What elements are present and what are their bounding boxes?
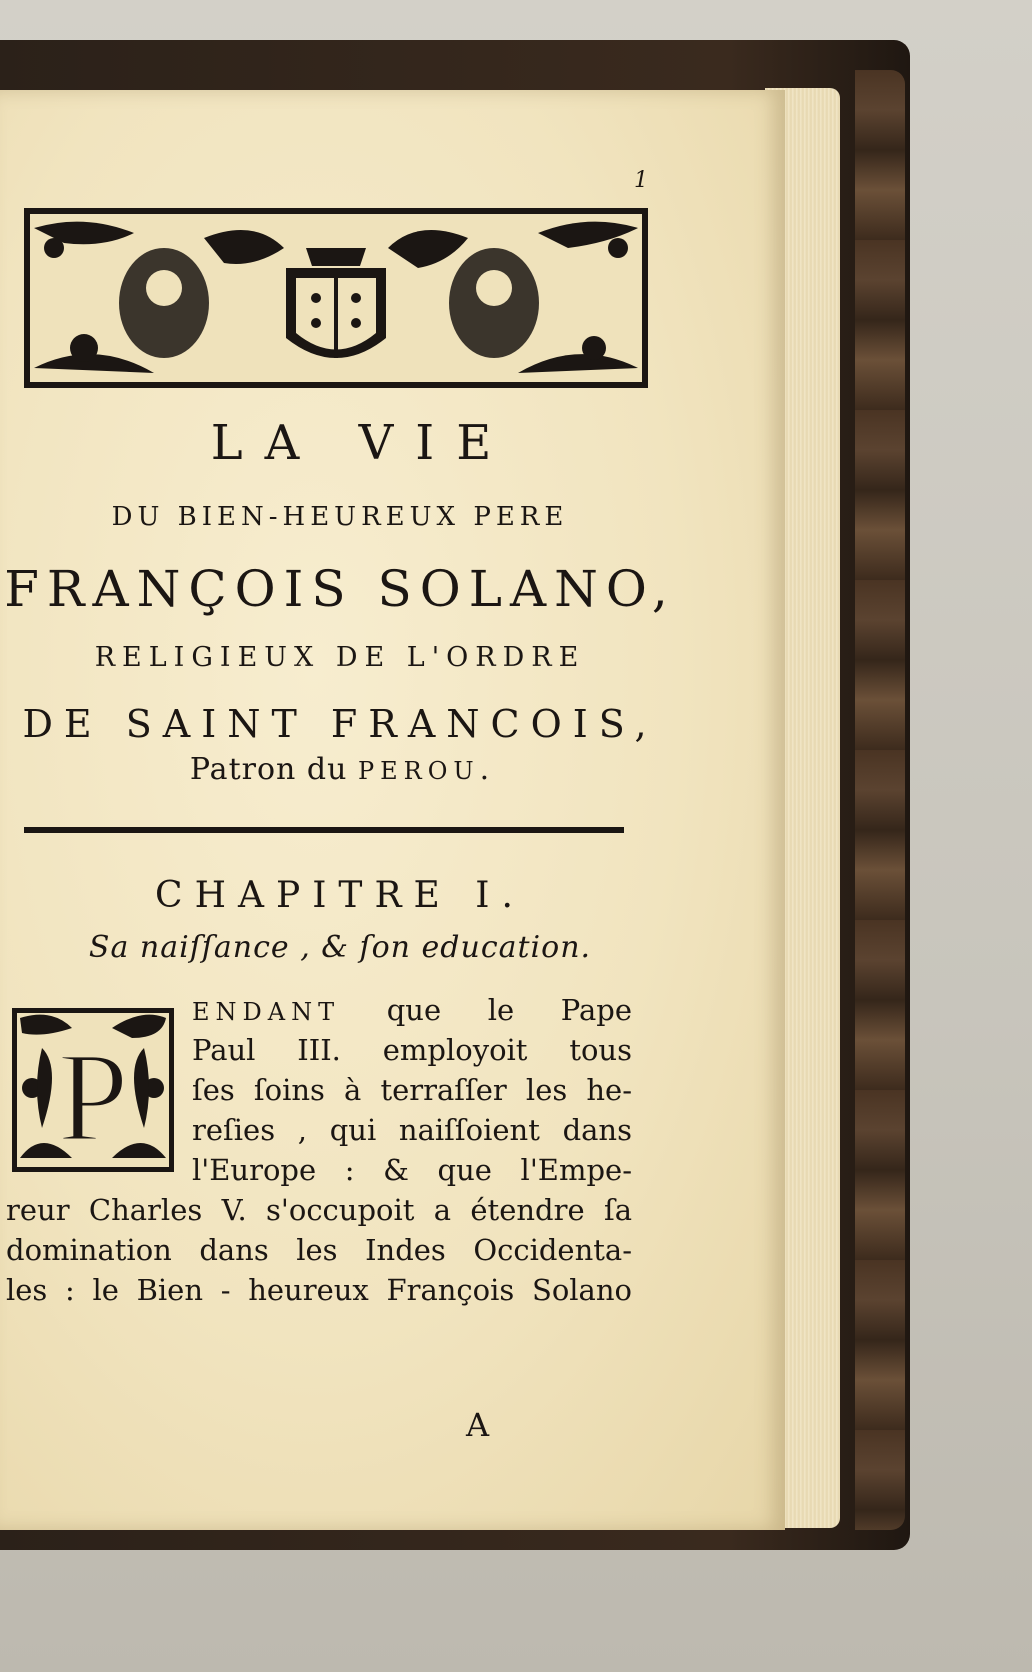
title-line-2: DU BIEN-HEUREUX PERE — [111, 502, 569, 532]
book-binding-edge — [855, 70, 905, 1530]
body-lead-word: ENDANT — [192, 998, 341, 1026]
title-patron-line — [0, 752, 680, 787]
title-la-vie: LA VIE — [210, 415, 514, 471]
divider-rule — [24, 827, 624, 833]
body-line-7: domination dans les Indes Occidenta- — [6, 1233, 632, 1267]
title-patron-suffix: . — [479, 752, 491, 787]
title-name: FRANÇOIS SOLANO, — [4, 560, 676, 618]
signature-mark: A — [466, 1406, 490, 1444]
page-number: 1 — [634, 168, 648, 193]
book-page — [0, 90, 785, 1530]
decorated-initial-icon — [12, 1008, 174, 1172]
title-line-4: RELIGIEUX DE L'ORDRE — [94, 642, 586, 673]
body-line-6: reur Charles V. s'occupoit a étendre ſa — [6, 1193, 632, 1227]
body-line-3: ſes ſoins à terraſſer les he- — [192, 1073, 632, 1107]
body-line-2: Paul III. employoit tous — [192, 1033, 632, 1067]
chapter-subtitle: Sa naiſſance , & ſon education. — [88, 930, 592, 965]
body-line-8: les : le Bien - heureux François Solano — [6, 1273, 632, 1307]
body-line-4: reſies , qui naiſſoient dans — [192, 1113, 632, 1147]
initial-letter: P — [57, 1026, 129, 1168]
chapter-heading: CHAPITRE I. — [155, 875, 525, 916]
body-line-1 — [192, 990, 632, 1032]
title-patron-place: PEROU — [357, 757, 480, 785]
body-line-5: l'Europe : & que l'Empe- — [192, 1153, 632, 1187]
title-patron-prefix: Patron du — [189, 752, 358, 787]
title-line-5: DE SAINT FRANCOIS, — [22, 702, 658, 746]
body-line-1-text: que le Pape — [340, 993, 632, 1027]
ornamental-headpiece-icon — [24, 208, 648, 388]
